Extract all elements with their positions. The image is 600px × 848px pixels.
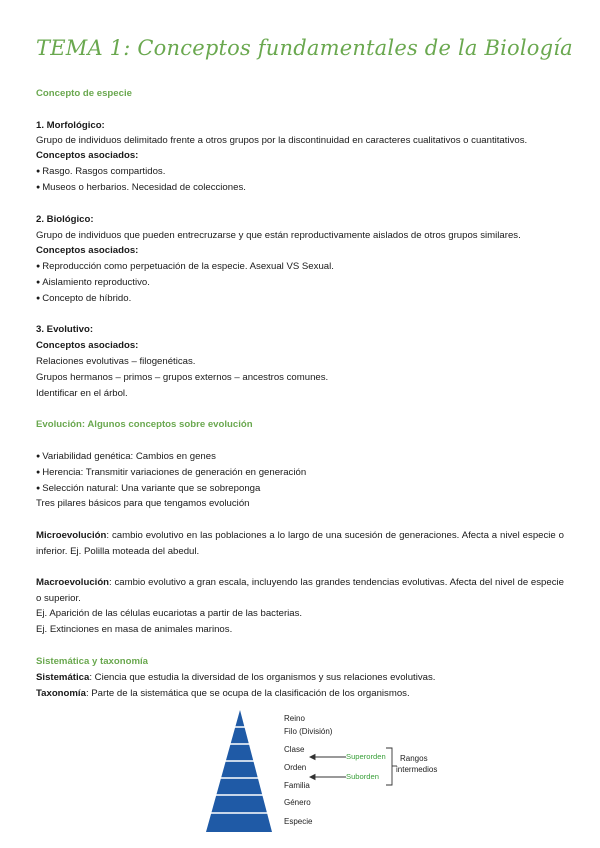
section-heading-sistematica: Sistemática y taxonomía (36, 656, 148, 667)
rank-orden: Orden (284, 763, 307, 772)
rangos-label: Rangos (400, 754, 428, 763)
pyramid-graphic (200, 710, 280, 834)
taxonomy-pyramid-diagram (200, 708, 460, 838)
macroevolucion-paragraph (36, 575, 564, 607)
macroevolucion-term: Macroevolución (36, 577, 110, 588)
evolutivo-assoc-label: Conceptos asociados: (36, 340, 139, 351)
biologico-assoc-label: Conceptos asociados: (36, 245, 139, 256)
biologico-text: Grupo de individuos que pueden entrecruzarse y que están reproductivamente aislados de otros grupos similares. (36, 230, 521, 241)
list-item: ● Herencia: Transmitir variaciones de generación en generación (36, 466, 306, 480)
evolutivo-line: Relaciones evolutivas – filogenéticas. (36, 356, 196, 367)
biologico-heading: 2. Biológico: (36, 214, 94, 225)
list-item: ● Rasgo. Rasgos compartidos. (36, 165, 165, 179)
evolutivo-line: Grupos hermanos – primos – grupos externos – ancestros comunes. (36, 372, 329, 383)
taxonomia-term: Taxonomía (36, 688, 86, 699)
rank-genero: Género (284, 798, 311, 807)
list-item: ● Museos o herbarios. Necesidad de colecciones. (36, 181, 246, 195)
morfologico-heading: 1. Morfológico: (36, 120, 105, 131)
intermedios-label: intermedios (396, 765, 438, 774)
section-heading-evolucion: Evolución: Algunos conceptos sobre evolución (36, 419, 253, 430)
rank-clase: Clase (284, 745, 305, 754)
evolutivo-line: Identificar en el árbol. (36, 388, 128, 399)
rank-especie: Especie (284, 817, 313, 826)
macroevolucion-text: : cambio evolutivo a gran escala, incluyendo las grandes tendencias evolutivas. Afecta del nivel de especie o superior. (36, 577, 564, 604)
list-item: ● Aislamiento reproductivo. (36, 276, 150, 290)
pilares-summary: Tres pilares básicos para que tengamos evolución (36, 498, 250, 509)
example-line: Ej. Aparición de las células eucariotas a partir de las bacterias. (36, 608, 303, 619)
sistematica-term: Sistemática (36, 672, 90, 683)
microevolucion-text: : cambio evolutivo en las poblaciones a lo largo de una sucesión de generaciones. Afecta a nivel especie o inferior. Ej. Polilla moteada del abedul. (36, 530, 564, 557)
superorden-label: Superorden (346, 752, 386, 761)
list-item: ● Selección natural: Una variante que se sobreponga (36, 482, 260, 496)
sistematica-definition (36, 671, 435, 685)
evolutivo-heading: 3. Evolutivo: (36, 324, 94, 335)
example-line: Ej. Extinciones en masa de animales marinos. (36, 624, 233, 635)
microevolucion-term: Microevolución (36, 530, 107, 541)
taxonomia-definition (36, 687, 410, 701)
rank-reino: Reino (284, 714, 305, 723)
rank-filo: Filo (División) (284, 727, 333, 736)
page-title: TEMA 1: Conceptos fundamentales de la Biología (36, 36, 573, 60)
sistematica-text: : Ciencia que estudia la diversidad de los organismos y sus relaciones evolutivas. (89, 672, 436, 683)
morfologico-assoc-label: Conceptos asociados: (36, 150, 139, 161)
taxonomia-text: : Parte de la sistemática que se ocupa de la clasificación de los organismos. (85, 688, 410, 699)
morfologico-text: Grupo de individuos delimitado frente a otros grupos por la discontinuidad en caracteres cualitativos o cuantitativos. (36, 135, 528, 146)
suborden-label: Suborden (346, 772, 379, 781)
microevolucion-paragraph (36, 528, 564, 560)
list-item: ● Reproducción como perpetuación de la especie. Asexual VS Sexual. (36, 260, 334, 274)
list-item: ● Variabilidad genética: Cambios en genes (36, 450, 216, 464)
rank-familia: Familia (284, 781, 310, 790)
list-item: ● Concepto de híbrido. (36, 292, 131, 306)
section-heading-especie: Concepto de especie (36, 88, 132, 99)
